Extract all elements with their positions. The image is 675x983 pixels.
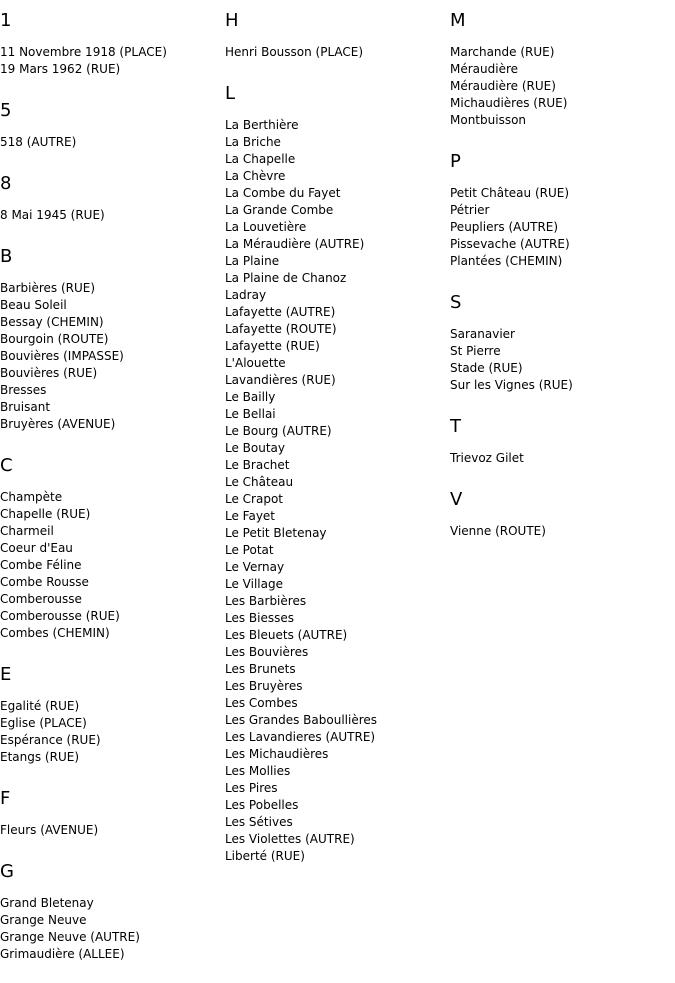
street-link[interactable]: Les Michaudières [225,747,329,761]
section-letter-heading: T [450,416,461,437]
street-list-item [0,822,222,839]
street-list-item [225,457,447,474]
street-list-item [225,712,447,729]
street-list [0,44,222,78]
street-link[interactable]: L'Alouette [225,356,286,370]
street-list-item [225,797,447,814]
street-list-item [450,112,672,129]
street-list-item [450,343,672,360]
street-list-item [450,236,672,253]
street-list-item [225,117,447,134]
street-link[interactable]: Les Bruyères [225,679,303,693]
street-list-item [225,729,447,746]
street-list-item [225,440,447,457]
street-list-item [450,523,672,540]
street-link[interactable]: Bouvières (RUE) [0,366,98,380]
section-letter-heading: 1 [0,10,12,31]
street-list-item [450,219,672,236]
section-letter-heading: B [0,246,13,267]
street-list-item [0,348,222,365]
street-list-item [450,61,672,78]
letter-section [0,8,222,78]
street-link[interactable]: Sur les Vignes (RUE) [450,378,573,392]
section-letter-heading: 5 [0,100,12,121]
street-list-item [225,168,447,185]
section-letter-heading: E [0,664,12,685]
street-list-item [450,95,672,112]
street-link[interactable]: Le Bellai [225,407,276,421]
street-link[interactable]: Méraudière (RUE) [450,79,556,93]
street-link[interactable]: Beau Soleil [0,298,67,312]
street-link[interactable]: Le Boutay [225,441,286,455]
street-link[interactable]: Le Crapot [225,492,284,506]
section-letter-heading: H [225,10,239,31]
street-list-item [0,929,222,946]
street-list-item [0,382,222,399]
street-link[interactable]: Les Mollies [225,764,291,778]
street-list [0,489,222,642]
street-link[interactable]: Grange Neuve (AUTRE) [0,930,140,944]
street-link[interactable]: La Méraudière (AUTRE) [225,237,365,251]
street-link[interactable]: Les Biesses [225,611,295,625]
section-letter-heading: P [450,151,461,172]
street-list-item [225,321,447,338]
street-link[interactable]: Les Sétives [225,815,293,829]
street-list-item [0,134,222,151]
street-link[interactable]: La Chapelle [225,152,296,166]
street-link[interactable]: 19 Mars 1962 (RUE) [0,62,121,76]
street-link[interactable]: Michaudières (RUE) [450,96,568,110]
street-link[interactable]: Marchande (RUE) [450,45,555,59]
street-list-item [450,202,672,219]
street-link[interactable]: Bruyères (AVENUE) [0,417,116,431]
street-list-item [225,372,447,389]
street-list-item [225,406,447,423]
street-list-item [450,185,672,202]
street-link[interactable]: Lafayette (ROUTE) [225,322,337,336]
street-list-item [225,593,447,610]
letter-section [0,453,222,642]
street-link[interactable]: Le Fayet [225,509,276,523]
street-list-item [0,591,222,608]
letter-section [450,8,672,129]
street-list-item [225,695,447,712]
street-link[interactable]: La Louvetière [225,220,307,234]
street-link[interactable]: Le Brachet [225,458,290,472]
street-list-item [225,304,447,321]
section-letter-heading: V [450,489,463,510]
street-link[interactable]: Montbuisson [450,113,527,127]
column-3 [450,8,672,560]
section-letter-heading: 8 [0,173,12,194]
street-list [450,185,672,270]
street-list-item [225,525,447,542]
street-link[interactable]: Le Village [225,577,283,591]
section-letter-heading: L [225,83,236,104]
letter-section [450,487,672,540]
street-list-item [0,489,222,506]
street-list-item [0,732,222,749]
street-link[interactable]: Combe Féline [0,558,82,572]
street-link[interactable]: Vienne (ROUTE) [450,524,546,538]
street-list-item [225,270,447,287]
street-list-item [0,399,222,416]
street-link[interactable]: Bouvières (IMPASSE) [0,349,124,363]
street-link[interactable]: Pissevache (AUTRE) [450,237,570,251]
street-list [0,698,222,766]
street-list-item [0,540,222,557]
street-list-item [450,377,672,394]
street-link[interactable]: Pétrier [450,203,490,217]
street-link[interactable]: La Combe du Fayet [225,186,341,200]
street-link[interactable]: Bresses [0,383,47,397]
street-link[interactable]: Egalité (RUE) [0,699,80,713]
street-list-item [0,280,222,297]
street-list-item [225,253,447,270]
street-link[interactable]: La Chèvre [225,169,286,183]
street-link[interactable]: 518 (AUTRE) [0,135,77,149]
street-link[interactable]: Méraudière [450,62,519,76]
letter-section [0,171,222,224]
section-letter-heading: F [0,788,11,809]
street-link[interactable]: Les Bouvières [225,645,309,659]
street-link[interactable]: Grange Neuve [0,913,87,927]
street-list [0,280,222,433]
street-list-item [0,314,222,331]
street-link[interactable]: Les Pires [225,781,278,795]
street-list-item [225,134,447,151]
street-list-item [225,644,447,661]
street-link[interactable]: Henri Bousson (PLACE) [225,45,364,59]
street-list-item [0,506,222,523]
street-list [225,117,447,865]
street-link[interactable]: Les Lavandieres (AUTRE) [225,730,376,744]
street-link[interactable]: Saranavier [450,327,515,341]
column-2 [225,8,447,885]
street-link[interactable]: Les Pobelles [225,798,299,812]
street-link[interactable]: Les Grandes Baboullières [225,713,378,727]
street-list-item [225,627,447,644]
street-list-item [225,185,447,202]
letter-section [0,859,222,963]
street-link[interactable]: Barbières (RUE) [0,281,96,295]
street-list [225,44,447,61]
street-list [450,523,672,540]
street-list-item [225,508,447,525]
street-list-item [0,749,222,766]
street-link[interactable]: Les Brunets [225,662,296,676]
street-link[interactable]: St Pierre [450,344,501,358]
street-link[interactable]: La Briche [225,135,281,149]
street-list [0,207,222,224]
street-list-item [450,44,672,61]
street-list [0,822,222,839]
street-link[interactable]: La Plaine [225,254,280,268]
street-list-item [0,698,222,715]
street-list-item [225,423,447,440]
street-list-item [225,202,447,219]
street-list-item [0,297,222,314]
street-list [450,450,672,467]
street-list-item [225,44,447,61]
street-link[interactable]: Les Barbières [225,594,307,608]
street-link[interactable]: Comberousse (RUE) [0,609,120,623]
street-list [0,895,222,963]
street-list-item [0,416,222,433]
street-link[interactable]: Ladray [225,288,267,302]
column-1 [0,8,222,983]
street-link[interactable]: Bruisant [0,400,51,414]
street-link[interactable]: Comberousse [0,592,82,606]
street-link[interactable]: Fleurs (AVENUE) [0,823,99,837]
street-link[interactable]: Le Bailly [225,390,276,404]
street-link[interactable]: La Grande Combe [225,203,334,217]
letter-section [450,149,672,270]
street-list-item [0,331,222,348]
street-link[interactable]: Combe Rousse [0,575,89,589]
street-list-item [450,360,672,377]
street-link[interactable]: Stade (RUE) [450,361,523,375]
street-link[interactable]: Eglise (PLACE) [0,716,87,730]
letter-section [225,81,447,865]
street-link[interactable]: La Berthière [225,118,299,132]
street-list-item [225,814,447,831]
street-list [450,44,672,129]
street-list-item [0,715,222,732]
street-list-item [225,474,447,491]
street-list-item [450,253,672,270]
street-link[interactable]: Grand Bletenay [0,896,94,910]
street-list-item [225,848,447,865]
street-list-item [225,746,447,763]
section-letter-heading: M [450,10,466,31]
street-link[interactable]: Bourgoin (ROUTE) [0,332,109,346]
street-link[interactable]: Grimaudière (ALLEE) [0,947,125,961]
street-list [450,326,672,394]
street-list-item [0,207,222,224]
street-list-item [225,491,447,508]
street-list-item [450,326,672,343]
street-link[interactable]: Charmeil [0,524,54,538]
street-link[interactable]: 11 Novembre 1918 (PLACE) [0,45,167,59]
street-link[interactable]: Espérance (RUE) [0,733,101,747]
street-link[interactable]: Lafayette (AUTRE) [225,305,336,319]
street-link[interactable]: Trievoz Gilet [450,451,524,465]
street-list-item [225,151,447,168]
street-list-item [0,574,222,591]
street-link[interactable]: Le Château [225,475,294,489]
street-list-item [225,610,447,627]
street-list-item [225,355,447,372]
street-link[interactable]: Chapelle (RUE) [0,507,91,521]
street-link[interactable]: Combes (CHEMIN) [0,626,110,640]
street-link[interactable]: Lafayette (RUE) [225,339,320,353]
street-link[interactable]: Les Combes [225,696,298,710]
street-list-item [0,946,222,963]
street-link[interactable]: Plantées (CHEMIN) [450,254,563,268]
street-list-item [225,831,447,848]
letter-section [225,8,447,61]
street-link[interactable]: Petit Château (RUE) [450,186,570,200]
letter-section [450,414,672,467]
section-letter-heading: G [0,861,14,882]
street-list-item [225,542,447,559]
letter-section [0,244,222,433]
street-list-item [0,61,222,78]
street-link[interactable]: Lavandières (RUE) [225,373,336,387]
street-list-item [0,608,222,625]
street-list-item [225,219,447,236]
letter-section [0,662,222,766]
street-list-item [225,678,447,695]
street-link[interactable]: Le Potat [225,543,274,557]
street-list-item [225,389,447,406]
street-list-item [225,576,447,593]
street-list-item [0,365,222,382]
street-list-item [0,557,222,574]
street-link[interactable]: Etangs (RUE) [0,750,79,764]
street-link[interactable]: Les Bleuets (AUTRE) [225,628,348,642]
street-link[interactable]: Le Petit Bletenay [225,526,327,540]
street-list-item [0,895,222,912]
street-link[interactable]: Coeur d'Eau [0,541,73,555]
street-link[interactable]: 8 Mai 1945 (RUE) [0,208,105,222]
street-link[interactable]: Peupliers (AUTRE) [450,220,559,234]
street-list-item [450,78,672,95]
street-list-item [225,559,447,576]
letter-section [450,290,672,394]
street-list-item [0,625,222,642]
street-list-item [225,338,447,355]
section-letter-heading: C [0,455,13,476]
street-list-item [0,44,222,61]
street-list-item [225,661,447,678]
street-list-item [0,523,222,540]
letter-section [0,98,222,151]
street-list-item [450,450,672,467]
street-list [0,134,222,151]
street-list-item [0,912,222,929]
street-list-item [225,780,447,797]
letter-section [0,786,222,839]
street-link[interactable]: Le Vernay [225,560,285,574]
street-list-item [225,287,447,304]
street-link[interactable]: Liberté (RUE) [225,849,305,863]
street-link[interactable]: Champète [0,490,63,504]
street-list-item [225,236,447,253]
street-link[interactable]: Bessay (CHEMIN) [0,315,104,329]
street-list-item [225,763,447,780]
street-link[interactable]: Les Violettes (AUTRE) [225,832,355,846]
street-link[interactable]: Le Bourg (AUTRE) [225,424,332,438]
street-link[interactable]: La Plaine de Chanoz [225,271,347,285]
section-letter-heading: S [450,292,462,313]
